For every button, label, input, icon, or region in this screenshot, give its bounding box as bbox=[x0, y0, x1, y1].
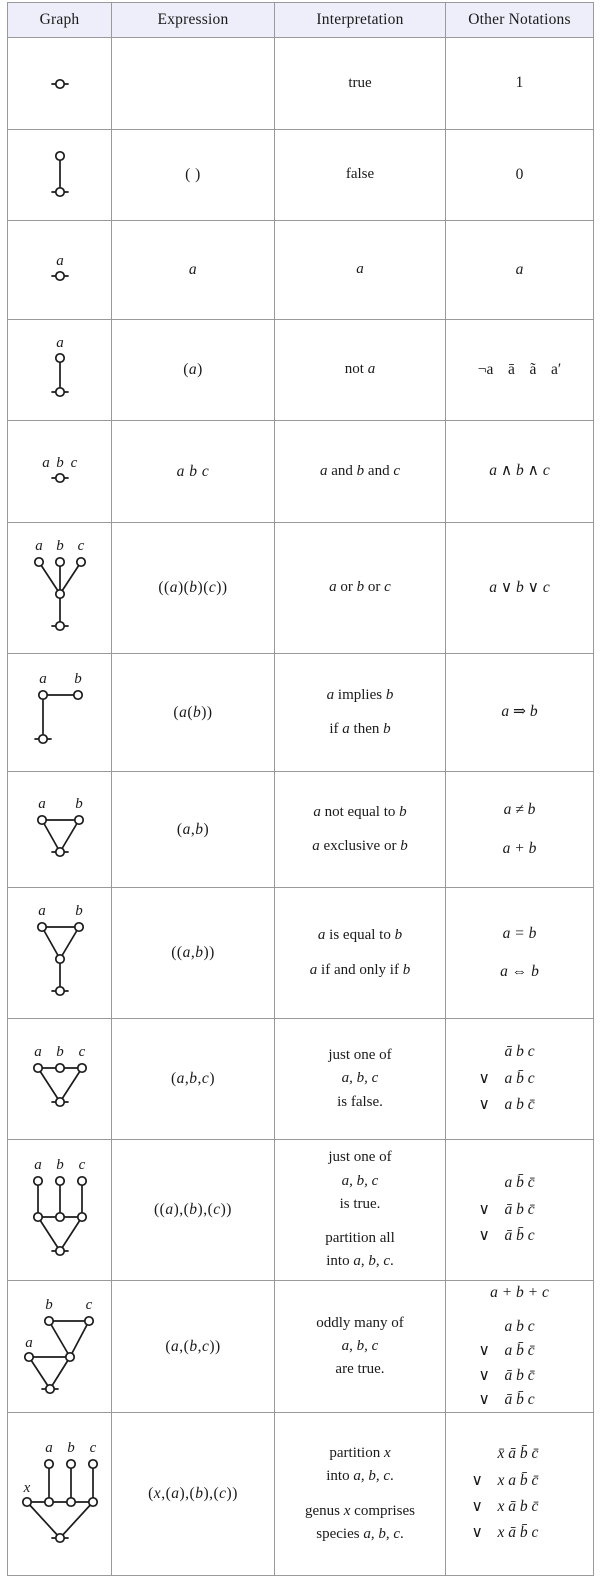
notation-line: ∨ a b̄ c bbox=[478, 1069, 535, 1087]
graph-node-label: c bbox=[78, 1044, 85, 1060]
cactus-graph-just-one-true bbox=[8, 1155, 111, 1265]
expression-text: (a,(b,c)) bbox=[165, 1337, 221, 1355]
column-header-other-notations: Other Notations bbox=[446, 3, 594, 38]
graph-node-label: a bbox=[34, 538, 43, 554]
graph-labels-on-root-icon bbox=[25, 452, 95, 492]
graph-node-label: c bbox=[70, 454, 77, 471]
table-row bbox=[8, 421, 594, 523]
notation-line: ∨ x ā b c̄ bbox=[471, 1498, 539, 1515]
column-header-interpretation: Interpretation bbox=[275, 3, 446, 38]
expression-text: ((a)(b)(c)) bbox=[158, 579, 228, 596]
interpretation-cell bbox=[275, 888, 446, 1019]
cactus-graph-a bbox=[8, 250, 111, 290]
notation-line: a + b bbox=[502, 839, 537, 857]
interpretation-text bbox=[275, 1146, 445, 1273]
other-notations-cell bbox=[446, 1019, 594, 1140]
notation-line: ā b c bbox=[504, 1043, 535, 1061]
cactus-graph-equal bbox=[8, 901, 111, 1005]
expression-text: ((a,b)) bbox=[171, 944, 215, 961]
graph-triangle-icon bbox=[22, 794, 98, 866]
expression-cell bbox=[112, 1019, 275, 1140]
interpretation-line: if a then b bbox=[329, 721, 391, 737]
notation-line: ∨ x ā b̄ c bbox=[471, 1524, 539, 1542]
other-notation-text bbox=[446, 797, 593, 862]
interpretation-line: into a, b, c. bbox=[326, 1253, 394, 1270]
interpretation-cell bbox=[275, 221, 446, 320]
other-notations-cell bbox=[446, 1281, 594, 1413]
interpretation-cell bbox=[275, 1413, 446, 1576]
interpretation-text: a and b and c bbox=[319, 462, 400, 479]
other-notations-cell bbox=[446, 1140, 594, 1281]
graph-node-label: b bbox=[55, 454, 64, 471]
notation-prime: a′ bbox=[551, 360, 562, 378]
cactus-graph-false bbox=[8, 144, 111, 206]
cactus-language-table bbox=[7, 2, 594, 1576]
cactus-graph-or bbox=[8, 536, 111, 640]
graph-node-label: a bbox=[41, 454, 50, 471]
other-notations-cell bbox=[446, 772, 594, 888]
notation-line: ∨ ā b c̄ bbox=[478, 1200, 535, 1218]
interpretation-line: a is equal to b bbox=[317, 927, 403, 944]
notation-line: a b c bbox=[504, 1318, 535, 1336]
graph-node-label: a bbox=[33, 1044, 42, 1060]
table-row bbox=[8, 1019, 594, 1140]
graph-node-label: a bbox=[55, 253, 64, 269]
graph-node-label: b bbox=[55, 538, 64, 554]
other-notation-text: a ∧ b ∧ c bbox=[489, 462, 550, 480]
graph-cell-or bbox=[8, 523, 112, 654]
other-notations-cell bbox=[446, 1413, 594, 1576]
other-notation-text: a bbox=[515, 260, 524, 278]
notation-tilde: ã bbox=[529, 360, 537, 378]
graph-cell-just-one-true bbox=[8, 1140, 112, 1281]
interpretation-cell bbox=[275, 38, 446, 130]
expression-text: a bbox=[188, 261, 198, 278]
other-notation-text bbox=[446, 1170, 593, 1249]
notation-line: x̄ ā b̄ c̄ bbox=[497, 1445, 539, 1463]
notation-line: ∨ ā b c̄ bbox=[478, 1366, 535, 1384]
table-row bbox=[8, 221, 594, 320]
expression-cell bbox=[112, 772, 275, 888]
interpretation-cell bbox=[275, 654, 446, 772]
table-row bbox=[8, 1281, 594, 1413]
graph-partition-icon bbox=[11, 1436, 109, 1552]
interpretation-text: false bbox=[345, 166, 375, 183]
interpretation-cell bbox=[275, 1281, 446, 1413]
graph-node-label: a bbox=[24, 1334, 33, 1351]
interpretation-line: species a, b, c. bbox=[316, 1525, 404, 1542]
graph-node-label: b bbox=[55, 1157, 64, 1173]
cactus-graph-implies bbox=[8, 669, 111, 757]
cactus-graph-not-a bbox=[8, 334, 111, 406]
interpretation-text: not a bbox=[344, 361, 376, 378]
expression-cell bbox=[112, 221, 275, 320]
table-row bbox=[8, 1413, 594, 1576]
interpretation-text bbox=[275, 1312, 445, 1382]
notation-line: ∨ a b c̄ bbox=[478, 1096, 535, 1114]
table-row bbox=[8, 654, 594, 772]
graph-cell-a bbox=[8, 221, 112, 320]
graph-node-label: b bbox=[74, 903, 83, 919]
other-notations-cell bbox=[446, 421, 594, 523]
graph-cell-false bbox=[8, 130, 112, 221]
interpretation-line: partition all bbox=[325, 1230, 395, 1247]
notation-overbar: ā bbox=[507, 360, 515, 378]
graph-node-label: b bbox=[73, 670, 82, 687]
graph-double-triangle-icon bbox=[13, 1293, 107, 1401]
graph-fan-in-negated-icon bbox=[22, 536, 98, 640]
other-notations-cell bbox=[446, 221, 594, 320]
interpretation-line: are true. bbox=[335, 1361, 385, 1378]
expression-text: (a) bbox=[183, 361, 203, 378]
table-header-row bbox=[8, 3, 594, 38]
other-notations-cell bbox=[446, 38, 594, 130]
graph-node-label: c bbox=[89, 1440, 96, 1456]
cactus-graph-xor bbox=[8, 794, 111, 866]
cactus-graph-and bbox=[8, 452, 111, 492]
interpretation-cell bbox=[275, 523, 446, 654]
notation-line: a ⇔ b bbox=[500, 963, 539, 980]
other-notations-cell bbox=[446, 888, 594, 1019]
table-row bbox=[8, 320, 594, 421]
cactus-graph-partition-x bbox=[8, 1436, 111, 1552]
interpretation-cell bbox=[275, 421, 446, 523]
interpretation-line: a implies b bbox=[326, 686, 394, 703]
interpretation-cell bbox=[275, 772, 446, 888]
interpretation-line: into a, b, c. bbox=[326, 1468, 394, 1485]
interpretation-cell bbox=[275, 320, 446, 421]
notation-neg: ¬a bbox=[477, 360, 494, 378]
other-notation-text bbox=[476, 361, 563, 378]
other-notation-text bbox=[446, 1281, 593, 1411]
graph-root-only-icon bbox=[30, 69, 90, 99]
graph-cell-xor bbox=[8, 772, 112, 888]
cactus-graph-true bbox=[8, 69, 111, 99]
graph-node-label: b bbox=[66, 1440, 75, 1456]
interpretation-line: a not equal to b bbox=[313, 803, 407, 820]
interpretation-line: a if and only if b bbox=[309, 961, 411, 978]
expression-cell bbox=[112, 1413, 275, 1576]
expression-text: (a,b) bbox=[176, 820, 210, 838]
cactus-graph-just-one-false bbox=[8, 1042, 111, 1116]
graph-node-label: b bbox=[74, 795, 83, 812]
interpretation-line: partition x bbox=[329, 1445, 391, 1461]
notation-line: ∨ a b̄ c̄ bbox=[478, 1342, 535, 1360]
table-row bbox=[8, 772, 594, 888]
expression-cell bbox=[112, 1140, 275, 1281]
graph-node-label: a bbox=[37, 903, 46, 919]
interpretation-text bbox=[275, 684, 445, 742]
notation-line: a b̄ c̄ bbox=[504, 1174, 535, 1192]
notation-line: ∨ ā b̄ c bbox=[478, 1227, 535, 1245]
other-notation-text bbox=[446, 1039, 593, 1118]
graph-node-label: a bbox=[44, 1440, 53, 1456]
expression-cell bbox=[112, 523, 275, 654]
interpretation-cell bbox=[275, 1019, 446, 1140]
graph-node-label: a bbox=[33, 1157, 42, 1173]
graph-node-label: a bbox=[37, 795, 46, 812]
other-notation-text: a ⇒ b bbox=[501, 703, 538, 721]
interpretation-line: a, b, c bbox=[341, 1172, 379, 1189]
expression-text: (a(b)) bbox=[173, 703, 213, 721]
graph-label-on-root-icon bbox=[30, 250, 90, 290]
notation-line: ∨ ā b̄ c bbox=[478, 1390, 535, 1408]
expression-cell bbox=[112, 130, 275, 221]
graph-cell-oddly-many bbox=[8, 1281, 112, 1413]
interpretation-line: oddly many of bbox=[316, 1314, 404, 1331]
graph-cell-implies bbox=[8, 654, 112, 772]
expression-text: (a,b,c) bbox=[171, 1070, 215, 1087]
graph-implication-icon bbox=[22, 669, 98, 757]
expression-cell bbox=[112, 654, 275, 772]
table-row bbox=[8, 130, 594, 221]
graph-node-label: c bbox=[77, 538, 84, 554]
other-notation-text: 0 bbox=[515, 165, 524, 183]
other-notation-text bbox=[446, 1441, 593, 1546]
notation-lead: a + b + c bbox=[490, 1284, 549, 1302]
graph-cell-just-one-false bbox=[8, 1019, 112, 1140]
other-notation-text: a ∨ b ∨ c bbox=[489, 578, 550, 596]
interpretation-line: a, b, c bbox=[341, 1337, 379, 1354]
graph-triangle3-stems-icon bbox=[20, 1155, 100, 1265]
interpretation-line: genus x comprises bbox=[305, 1502, 415, 1519]
expression-text: (x,(a),(b),(c)) bbox=[148, 1485, 238, 1502]
expression-cell bbox=[112, 38, 275, 130]
expression-cell bbox=[112, 888, 275, 1019]
expression-cell bbox=[112, 320, 275, 421]
interpretation-line: a exclusive or b bbox=[312, 838, 408, 854]
table-row bbox=[8, 888, 594, 1019]
graph-cell-partition-x bbox=[8, 1413, 112, 1576]
interpretation-line: just one of bbox=[328, 1149, 392, 1166]
graph-cell-not-a bbox=[8, 320, 112, 421]
table-row bbox=[8, 523, 594, 654]
other-notation-text: 1 bbox=[515, 74, 524, 92]
interpretation-text bbox=[275, 924, 445, 982]
graph-node-label: b bbox=[44, 1296, 53, 1313]
interpretation-line: just one of bbox=[328, 1047, 392, 1064]
graph-node-label: a bbox=[38, 670, 47, 687]
column-header-expression: Expression bbox=[112, 3, 275, 38]
graph-node-label: x bbox=[23, 1480, 30, 1496]
interpretation-text bbox=[275, 1442, 445, 1546]
interpretation-line: is true. bbox=[339, 1195, 381, 1212]
interpretation-cell bbox=[275, 1140, 446, 1281]
expression-cell bbox=[112, 1281, 275, 1413]
graph-single-stem-icon bbox=[30, 144, 90, 206]
cactus-graph-oddly-many bbox=[8, 1293, 111, 1401]
table-row bbox=[8, 1140, 594, 1281]
graph-node-label: c bbox=[85, 1296, 92, 1313]
graph-single-stem-labeled-icon bbox=[30, 334, 90, 406]
other-notations-cell bbox=[446, 654, 594, 772]
interpretation-text: a or b or c bbox=[329, 579, 391, 596]
graph-node-label: b bbox=[55, 1044, 64, 1060]
expression-text: ((a),(b),(c)) bbox=[154, 1201, 232, 1218]
other-notations-cell bbox=[446, 523, 594, 654]
interpretation-text: a bbox=[356, 261, 364, 278]
graph-cell-and bbox=[8, 421, 112, 523]
graph-node-label: c bbox=[78, 1157, 85, 1173]
expression-text: ( ) bbox=[185, 166, 201, 183]
notation-line: ∨ x a b̄ c̄ bbox=[471, 1471, 539, 1489]
graph-triangle-stem-icon bbox=[22, 901, 98, 1005]
graph-triangle3-icon bbox=[20, 1042, 100, 1116]
interpretation-text: true bbox=[348, 74, 372, 91]
interpretation-line: a, b, c bbox=[341, 1070, 379, 1087]
notation-line: a ≠ b bbox=[503, 801, 536, 819]
column-header-graph: Graph bbox=[8, 3, 112, 38]
expression-cell bbox=[112, 421, 275, 523]
graph-node-label: a bbox=[55, 335, 64, 351]
expression-text: a b c bbox=[176, 462, 210, 480]
interpretation-text bbox=[275, 1044, 445, 1114]
other-notation-text bbox=[446, 921, 593, 986]
table-row bbox=[8, 38, 594, 130]
interpretation-cell bbox=[275, 130, 446, 221]
graph-cell-true bbox=[8, 38, 112, 130]
graph-cell-equal bbox=[8, 888, 112, 1019]
interpretation-line: is false. bbox=[337, 1093, 383, 1110]
notation-line: a = b bbox=[502, 924, 537, 942]
interpretation-text bbox=[275, 801, 445, 859]
other-notations-cell bbox=[446, 320, 594, 421]
other-notations-cell bbox=[446, 130, 594, 221]
